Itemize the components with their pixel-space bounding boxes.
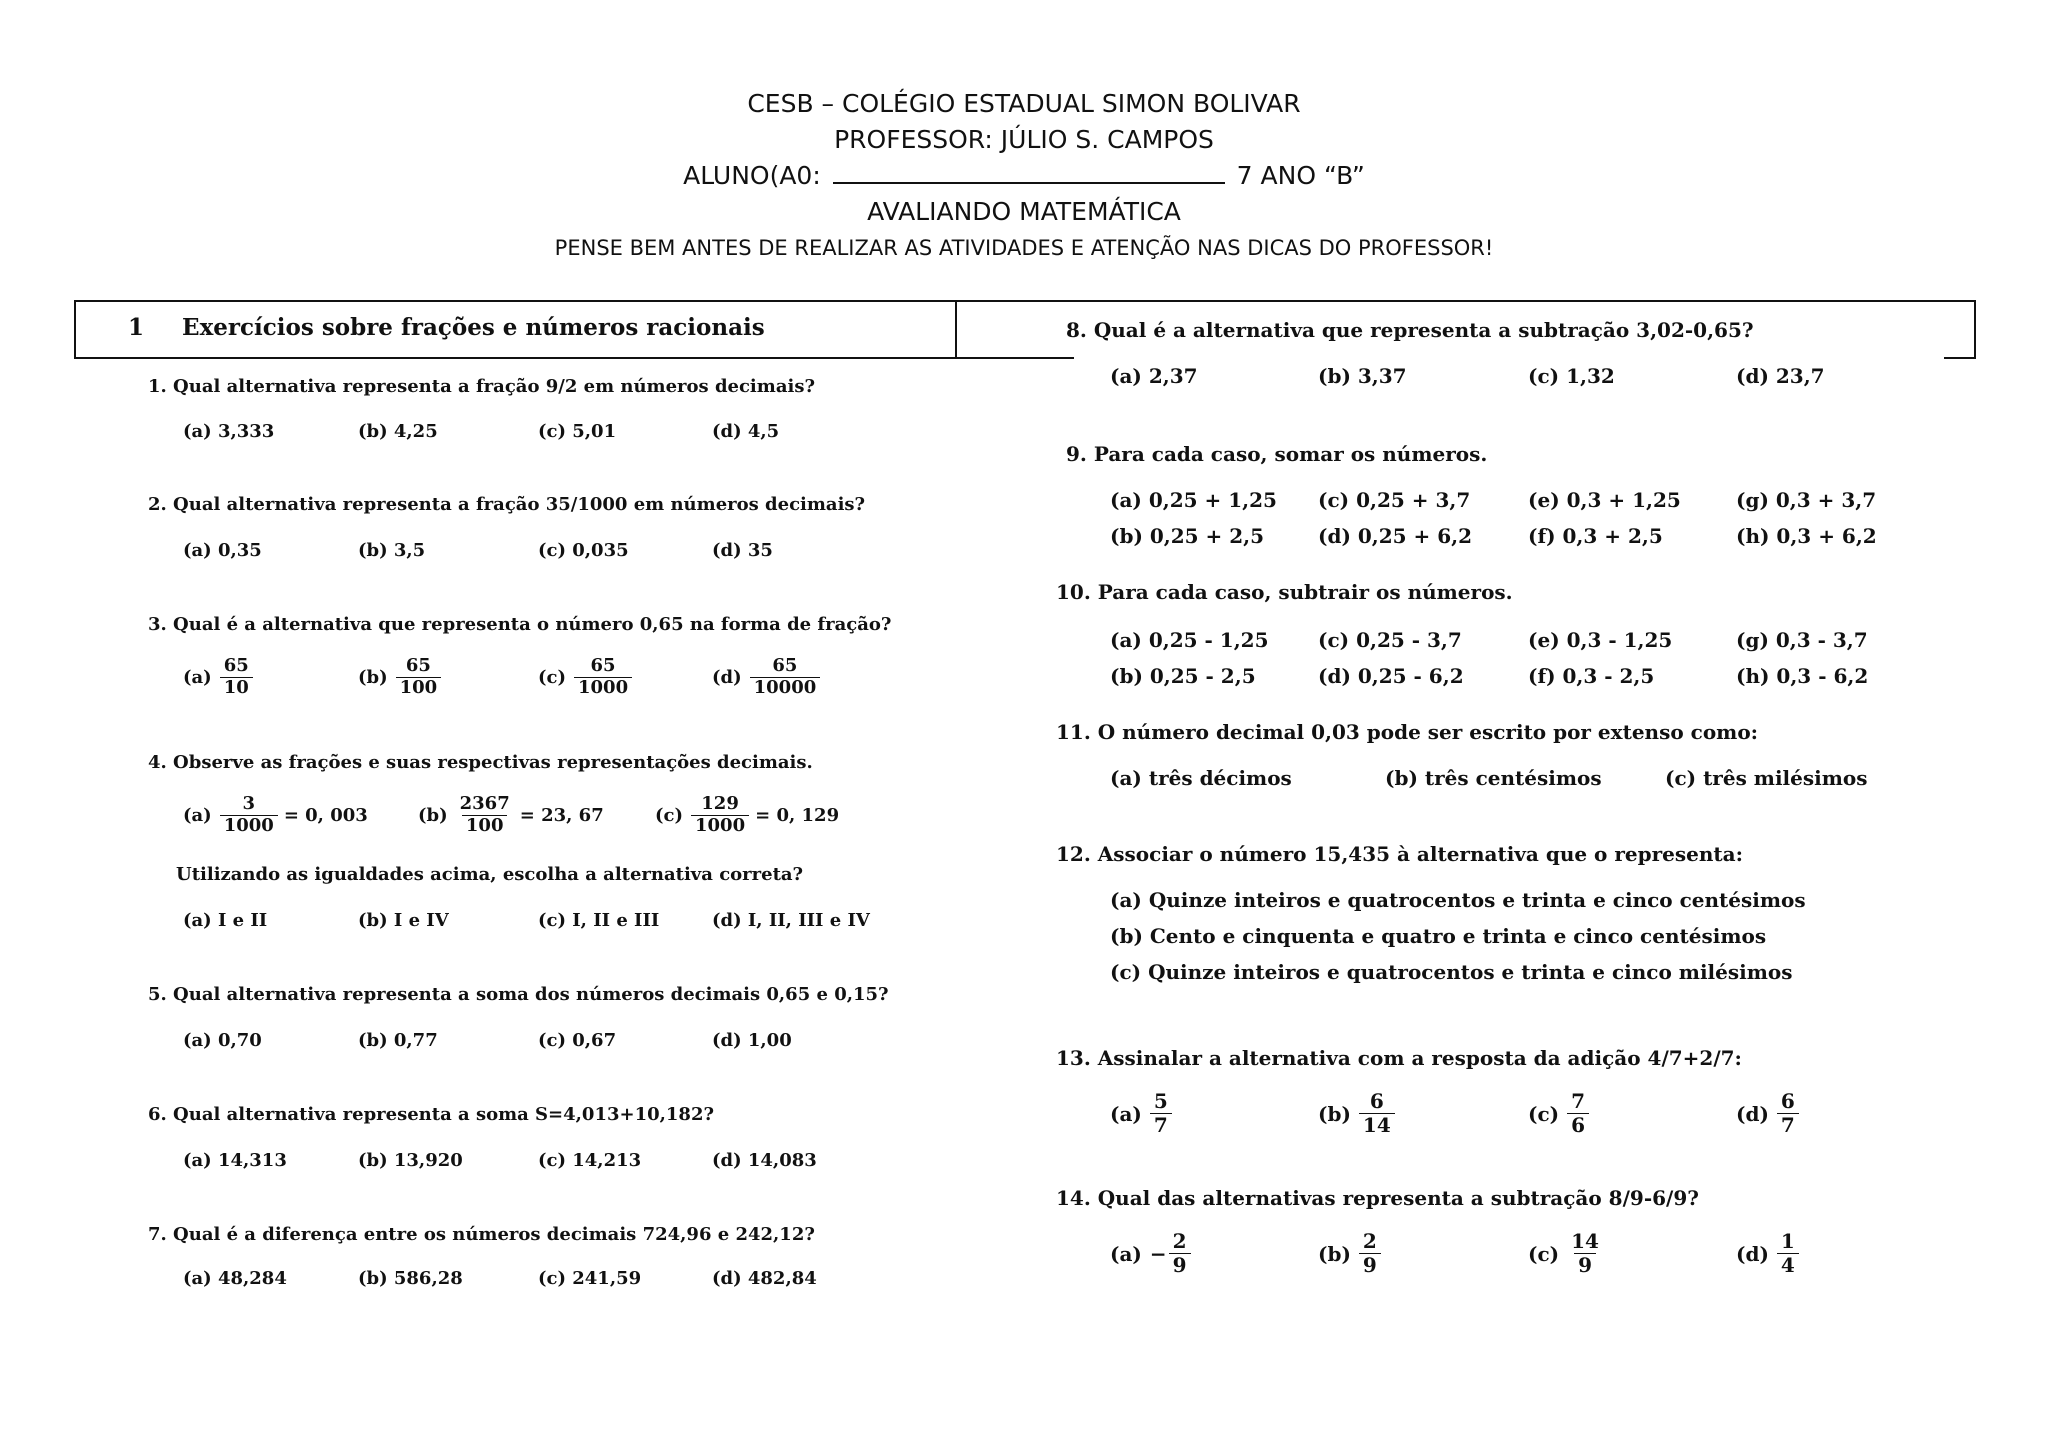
q5-option-b[interactable]: (b) 0,77 xyxy=(358,1030,438,1051)
q3-option-a[interactable] xyxy=(183,656,253,698)
q8-option-d[interactable]: (d) 23,7 xyxy=(1736,364,1825,388)
section-title xyxy=(128,314,765,341)
denominator: 10000 xyxy=(750,677,821,699)
q10-option-g[interactable]: (g) 0,3 - 3,7 xyxy=(1736,628,1868,652)
q11-option-a[interactable]: (a) três décimos xyxy=(1110,766,1292,790)
q3-option-b-label: (b) xyxy=(358,666,388,688)
q14-option-c-fraction xyxy=(1567,1230,1603,1277)
q9-option-f[interactable]: (f) 0,3 + 2,5 xyxy=(1528,524,1663,548)
q12-option-c[interactable]: (c) Quinze inteiros e quatrocentos e trinta e cinco milésimos xyxy=(1110,960,1793,984)
q4-item-c xyxy=(655,794,839,836)
q4-option-d[interactable]: (d) I, II, III e IV xyxy=(712,910,870,931)
q10-option-f[interactable]: (f) 0,3 - 2,5 xyxy=(1528,664,1655,688)
numerator: 65 xyxy=(590,655,616,676)
numerator: 6 xyxy=(1780,1089,1795,1113)
question-7: 7. Qual é a diferença entre os números decimais 724,96 e 242,12? xyxy=(148,1224,815,1245)
q4-item-b-value: = 23, 67 xyxy=(519,804,604,826)
box-right-border xyxy=(1974,300,1976,358)
q13-option-c-fraction xyxy=(1567,1090,1589,1137)
q13-option-b[interactable] xyxy=(1318,1090,1395,1137)
q5-option-d[interactable]: (d) 1,00 xyxy=(712,1030,792,1051)
q1-option-c[interactable]: (c) 5,01 xyxy=(538,421,617,442)
numerator: 7 xyxy=(1571,1089,1586,1113)
q3-option-c-fraction xyxy=(574,656,632,698)
denominator: 7 xyxy=(1777,1113,1799,1137)
q10-option-e[interactable]: (e) 0,3 - 1,25 xyxy=(1528,628,1673,652)
q3-option-c-label: (c) xyxy=(538,666,566,688)
q10-option-h[interactable]: (h) 0,3 - 6,2 xyxy=(1736,664,1869,688)
question-9: 9. Para cada caso, somar os números. xyxy=(1066,442,1488,466)
q4-option-c[interactable]: (c) I, II e III xyxy=(538,910,660,931)
numerator: 1 xyxy=(1780,1229,1795,1253)
question-6: 6. Qual alternativa representa a soma S=4,013+10,182? xyxy=(148,1104,715,1125)
q2-option-b[interactable]: (b) 3,5 xyxy=(358,540,426,561)
denominator: 100 xyxy=(462,815,508,837)
denominator: 7 xyxy=(1150,1113,1172,1137)
q10-option-a[interactable]: (a) 0,25 - 1,25 xyxy=(1110,628,1269,652)
student-label: ALUNO(A0: xyxy=(683,161,821,190)
q8-option-a[interactable]: (a) 2,37 xyxy=(1110,364,1198,388)
q6-option-a[interactable]: (a) 14,313 xyxy=(183,1150,287,1171)
q14-option-b[interactable] xyxy=(1318,1230,1381,1277)
q14-option-a[interactable] xyxy=(1110,1230,1191,1277)
denominator: 100 xyxy=(396,677,442,699)
numerator: 2367 xyxy=(459,793,510,814)
q7-option-d[interactable]: (d) 482,84 xyxy=(712,1268,817,1289)
box-bottom-border xyxy=(74,357,1074,359)
denominator: 1000 xyxy=(574,677,632,699)
q4-item-c-value: = 0, 129 xyxy=(755,804,840,826)
numerator: 14 xyxy=(1571,1229,1599,1253)
denominator: 9 xyxy=(1169,1253,1191,1277)
question-3: 3. Qual é a alternativa que representa o número 0,65 na forma de fração? xyxy=(148,614,892,635)
denominator: 1000 xyxy=(691,815,749,837)
q6-option-b[interactable]: (b) 13,920 xyxy=(358,1150,463,1171)
q13-option-d-fraction xyxy=(1777,1090,1799,1137)
denominator: 1000 xyxy=(220,815,278,837)
question-10: 10. Para cada caso, subtrair os números. xyxy=(1056,580,1513,604)
q7-option-c[interactable]: (c) 241,59 xyxy=(538,1268,642,1289)
numerator: 129 xyxy=(701,793,739,814)
question-4: 4. Observe as frações e suas respectivas representações decimais. xyxy=(148,752,813,773)
q13-option-b-fraction xyxy=(1359,1090,1395,1137)
section-number: 1 xyxy=(128,314,145,341)
q14-option-c-label: (c) xyxy=(1528,1241,1560,1266)
q8-option-b[interactable]: (b) 3,37 xyxy=(1318,364,1407,388)
q3-option-c[interactable] xyxy=(538,656,632,698)
box-divider xyxy=(955,300,957,358)
instructions: PENSE BEM ANTES DE REALIZAR AS ATIVIDADES E ATENÇÃO NAS DICAS DO PROFESSOR! xyxy=(554,236,1494,260)
q4-instruction: Utilizando as igualdades acima, escolha a alternativa correta? xyxy=(176,864,804,885)
numerator: 65 xyxy=(405,655,431,676)
q4-item-b xyxy=(418,794,604,836)
denominator: 4 xyxy=(1777,1253,1799,1277)
q4-item-c-label: (c) xyxy=(655,804,683,826)
q4-item-b-label: (b) xyxy=(418,804,448,826)
numerator: 65 xyxy=(772,655,798,676)
q2-option-a[interactable]: (a) 0,35 xyxy=(183,540,262,561)
q13-option-d-label: (d) xyxy=(1736,1101,1769,1126)
q10-option-c[interactable]: (c) 0,25 - 3,7 xyxy=(1318,628,1462,652)
question-8: 8. Qual é a alternativa que representa a subtração 3,02-0,65? xyxy=(1066,318,1754,342)
q3-option-d-label: (d) xyxy=(712,666,742,688)
q3-option-b-fraction xyxy=(396,656,442,698)
q14-option-a-label: (a) xyxy=(1110,1241,1142,1266)
class-label: 7 ANO “B” xyxy=(1236,161,1365,190)
numerator: 5 xyxy=(1153,1089,1168,1113)
box-left-border xyxy=(74,300,76,358)
denominator: 10 xyxy=(220,677,253,699)
q9-option-g[interactable]: (g) 0,3 + 3,7 xyxy=(1736,488,1877,512)
q3-option-b[interactable] xyxy=(358,656,441,698)
question-1: 1. Qual alternativa representa a fração 9/2 em números decimais? xyxy=(148,376,816,397)
q10-option-d[interactable]: (d) 0,25 - 6,2 xyxy=(1318,664,1464,688)
q1-option-b[interactable]: (b) 4,25 xyxy=(358,421,438,442)
q4-option-a[interactable]: (a) I e II xyxy=(183,910,268,931)
q2-option-c[interactable]: (c) 0,035 xyxy=(538,540,629,561)
q4-item-a-label: (a) xyxy=(183,804,212,826)
q14-option-c[interactable] xyxy=(1528,1230,1603,1277)
numerator: 6 xyxy=(1369,1089,1384,1113)
question-12: 12. Associar o número 15,435 à alternativa que o representa: xyxy=(1056,842,1743,866)
q9-option-c[interactable]: (c) 0,25 + 3,7 xyxy=(1318,488,1471,512)
q6-option-c[interactable]: (c) 14,213 xyxy=(538,1150,642,1171)
q11-option-c[interactable]: (c) três milésimos xyxy=(1665,766,1868,790)
q12-option-a[interactable]: (a) Quinze inteiros e quatrocentos e trinta e cinco centésimos xyxy=(1110,888,1806,912)
teacher-name: PROFESSOR: JÚLIO S. CAMPOS xyxy=(834,125,1214,154)
numerator: 2 xyxy=(1172,1229,1187,1253)
box-top-border xyxy=(74,300,1976,302)
question-13: 13. Assinalar a alternativa com a resposta da adição 4/7+2/7: xyxy=(1056,1046,1742,1070)
numerator: 65 xyxy=(223,655,249,676)
q3-option-d[interactable] xyxy=(712,656,820,698)
section-title-text: Exercícios sobre frações e números racionais xyxy=(182,314,765,341)
q13-option-c-label: (c) xyxy=(1528,1101,1560,1126)
q9-option-d[interactable]: (d) 0,25 + 6,2 xyxy=(1318,524,1473,548)
q7-option-b[interactable]: (b) 586,28 xyxy=(358,1268,463,1289)
assessment-title: AVALIANDO MATEMÁTICA xyxy=(867,197,1181,226)
q12-option-b[interactable]: (b) Cento e cinquenta e quatro e trinta e cinco centésimos xyxy=(1110,924,1767,948)
denominator: 14 xyxy=(1359,1113,1395,1137)
q14-option-d-label: (d) xyxy=(1736,1241,1769,1266)
box-bottom-border-right xyxy=(1944,357,1976,359)
q9-option-b[interactable]: (b) 0,25 + 2,5 xyxy=(1110,524,1265,548)
q13-option-c[interactable] xyxy=(1528,1090,1589,1137)
q9-option-e[interactable]: (e) 0,3 + 1,25 xyxy=(1528,488,1681,512)
q4-item-a xyxy=(183,794,368,836)
q2-option-d[interactable]: (d) 35 xyxy=(712,540,773,561)
q3-option-a-fraction xyxy=(220,656,253,698)
numerator: 3 xyxy=(242,793,256,814)
q5-option-a[interactable]: (a) 0,70 xyxy=(183,1030,262,1051)
q1-option-a[interactable]: (a) 3,333 xyxy=(183,421,275,442)
question-11: 11. O número decimal 0,03 pode ser escrito por extenso como: xyxy=(1056,720,1759,744)
q7-option-a[interactable]: (a) 48,284 xyxy=(183,1268,287,1289)
q6-option-d[interactable]: (d) 14,083 xyxy=(712,1150,817,1171)
q1-option-d[interactable]: (d) 4,5 xyxy=(712,421,780,442)
q8-option-c[interactable]: (c) 1,32 xyxy=(1528,364,1615,388)
q14-option-b-label: (b) xyxy=(1318,1241,1351,1266)
q9-option-a[interactable]: (a) 0,25 + 1,25 xyxy=(1110,488,1277,512)
student-line xyxy=(0,158,2048,194)
q4-item-a-fraction xyxy=(220,794,278,836)
question-2: 2. Qual alternativa representa a fração 35/1000 em números decimais? xyxy=(148,494,866,515)
q13-option-a-fraction xyxy=(1150,1090,1172,1137)
q4-item-c-fraction xyxy=(691,794,749,836)
q4-option-b[interactable]: (b) I e IV xyxy=(358,910,449,931)
question-5: 5. Qual alternativa representa a soma dos números decimais 0,65 e 0,15? xyxy=(148,984,889,1005)
denominator: 9 xyxy=(1574,1253,1596,1277)
q11-option-b[interactable]: (b) três centésimos xyxy=(1385,766,1602,790)
q3-option-a-label: (a) xyxy=(183,666,212,688)
denominator: 6 xyxy=(1567,1113,1589,1137)
q13-option-d[interactable] xyxy=(1736,1090,1799,1137)
school-name: CESB – COLÉGIO ESTADUAL SIMON BOLIVAR xyxy=(747,89,1301,118)
q10-option-b[interactable]: (b) 0,25 - 2,5 xyxy=(1110,664,1256,688)
numerator: 2 xyxy=(1362,1229,1377,1253)
q5-option-c[interactable]: (c) 0,67 xyxy=(538,1030,617,1051)
q13-option-a-label: (a) xyxy=(1110,1101,1142,1126)
denominator: 9 xyxy=(1359,1253,1381,1277)
q13-option-a[interactable] xyxy=(1110,1090,1172,1137)
q4-item-b-fraction xyxy=(456,794,514,836)
q9-option-h[interactable]: (h) 0,3 + 6,2 xyxy=(1736,524,1877,548)
q14-option-d[interactable] xyxy=(1736,1230,1799,1277)
question-14: 14. Qual das alternativas representa a subtração 8/9-6/9? xyxy=(1056,1186,1699,1210)
q13-option-b-label: (b) xyxy=(1318,1101,1351,1126)
minus-sign: − xyxy=(1149,1241,1167,1266)
q3-option-d-fraction xyxy=(750,656,821,698)
student-name-blank[interactable] xyxy=(833,158,1225,184)
q4-item-a-value: = 0, 003 xyxy=(283,804,368,826)
q14-option-b-fraction xyxy=(1359,1230,1381,1277)
q14-option-d-fraction xyxy=(1777,1230,1799,1277)
q14-option-a-fraction xyxy=(1169,1230,1191,1277)
